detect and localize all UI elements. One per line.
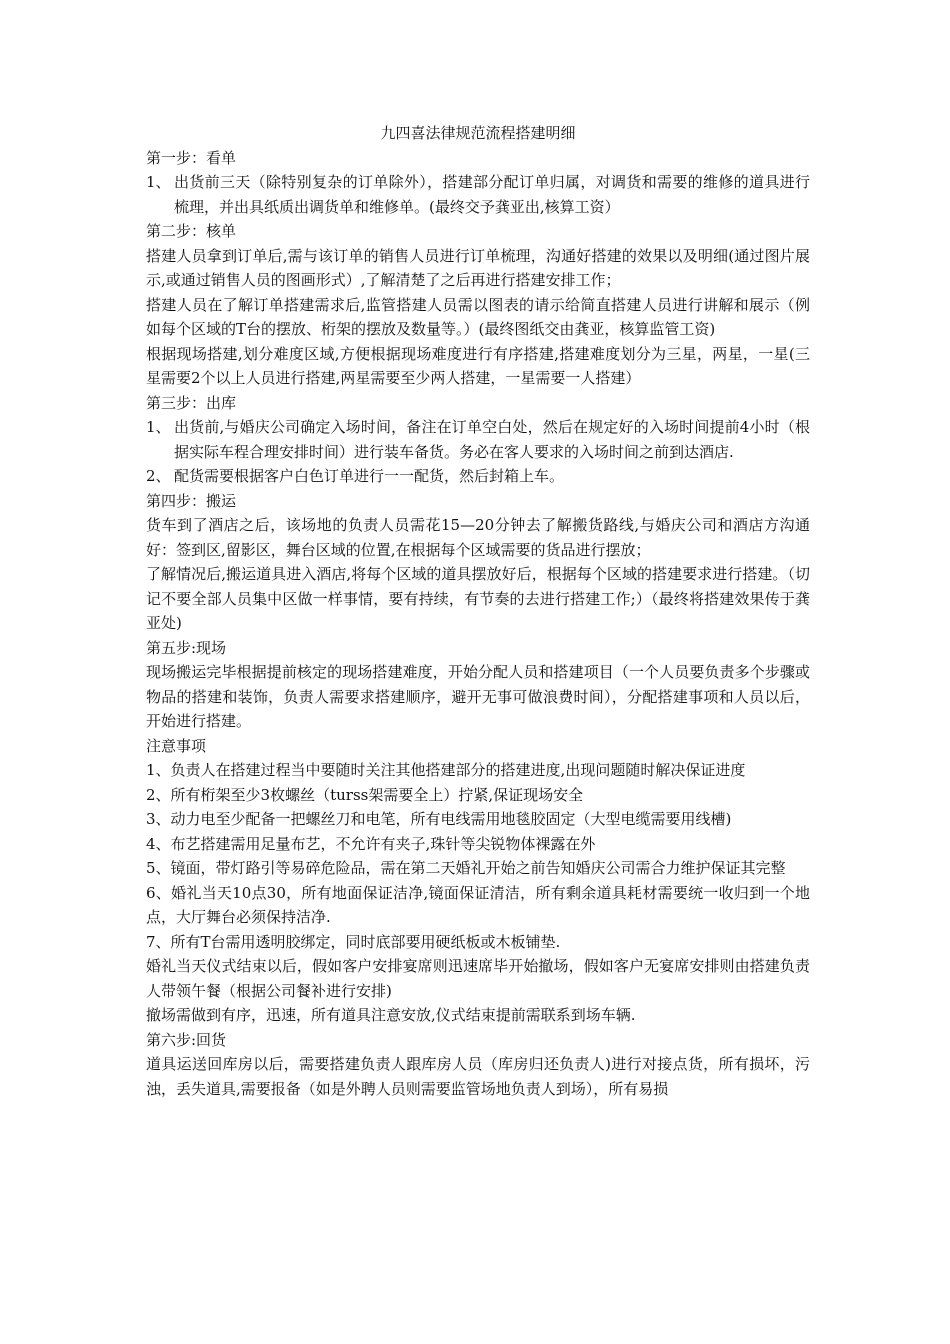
paragraph: 搭建人员拿到订单后,需与该订单的销售人员进行订单梳理，沟通好搭建的效果以及明细(通过图片展示,或通过销售人员的图画形式）,了解清楚了之后再进行搭建安排工作； (146, 246, 810, 289)
paragraph: 第二步：核单 (146, 222, 237, 240)
list-item-text: 出货前,与婚庆公司确定入场时间，备注在订单空白处，然后在规定好的入场时间提前4小时（根据实际车程合理安排时间）进行装车备货。务必在客人要求的入场时间之前到达酒店. (174, 418, 810, 461)
document-body (146, 121, 810, 1101)
paragraph: 2、所有桁架至少3枚螺丝（turss架需要全上）拧紧,保证现场安全 (146, 785, 584, 804)
list-item (146, 170, 810, 219)
document-blocks (146, 146, 810, 1102)
paragraph: 第四步：搬运 (146, 491, 237, 510)
list-item-number: 1、 (146, 173, 171, 191)
paragraph: 7、所有T台需用透明胶绑定，同时底部要用硬纸板或木板铺垫. (146, 932, 561, 951)
paragraph: 婚礼当天仪式结束以后，假如客户安排宴席则迅速席毕开始撤场，假如客户无宴席安排则由搭建负责人带领午餐（根据公司餐补进行安排) (146, 957, 810, 1000)
paragraph: 第三步：出库 (146, 393, 237, 412)
paragraph: 第六步:回货 (146, 1030, 227, 1049)
paragraph: 货车到了酒店之后，该场地的负责人员需花15—20分钟去了解搬货路线,与婚庆公司和酒店方沟通好：签到区,留影区，舞台区域的位置,在根据每个区域需要的货品进行摆放； (146, 516, 810, 559)
list-item-text: 出货前三天（除特别复杂的订单除外），搭建部分配订单归属，对调货和需要的维修的道具进行梳理，并出具纸质出调货单和维修单。(最终交予龚亚出,核算工资） (174, 173, 810, 216)
paragraph: 撤场需做到有序，迅速，所有道具注意安放,仪式结束提前需联系到场车辆. (146, 1006, 636, 1024)
paragraph: 了解情况后,搬运道具进入酒店,将每个区域的道具摆放好后，根据每个区域的搭建要求进行搭建。（切记不要全部人员集中区做一样事情，要有持续，有节奏的去进行搭建工作;）（最终将搭建效果传于龚亚处) (146, 565, 810, 632)
paragraph: 根据现场搭建,划分难度区域,方便根据现场难度进行有序搭建,搭建难度划分为三星，两星，一星(三星需要2个以上人员进行搭建,两星需要至少两人搭建，一星需要一人搭建） (146, 344, 810, 387)
paragraph: 注意事项 (146, 736, 207, 755)
paragraph: 现场搬运完毕根据提前核定的现场搭建难度，开始分配人员和搭建项目（一个人员要负责多个步骤或物品的搭建和装饰，负责人需要求搭建顺序，避开无事可做浪费时间），分配搭建事项和人员以后，开始进行搭建。 (146, 663, 810, 730)
paragraph: 第五步:现场 (146, 638, 227, 657)
paragraph: 3、动力电至少配备一把螺丝刀和电笔，所有电线需用地毯胶固定（大型电缆需要用线槽) (146, 810, 732, 828)
paragraph: 搭建人员在了解订单搭建需求后,监管搭建人员需以图表的请示给简直搭建人员进行讲解和展示（例如每个区域的T台的摆放、桁架的摆放及数量等。）(最终图纸交由龚亚，核算监管工资) (146, 295, 810, 338)
list-item-text: 配货需要根据客户白色订单进行一一配货，然后封箱上车。 (174, 467, 565, 485)
paragraph: 5、镜面，带灯路引等易碎危险品，需在第二天婚礼开始之前告知婚庆公司需合力维护保证其完整 (146, 859, 786, 877)
paragraph: 1、负责人在搭建过程当中要随时关注其他搭建部分的搭建进度,出现问题随时解决保证进度 (146, 761, 746, 779)
document-title: 九四喜法律规范流程搭建明细 (380, 124, 576, 142)
paragraph: 6、婚礼当天10点30，所有地面保证洁净,镜面保证清洁，所有剩余道具耗材需要统一收归到一个地点，大厅舞台必须保持洁净. (146, 883, 810, 926)
paragraph: 第一步：看单 (146, 148, 237, 167)
paragraph: 4、布艺搭建需用足量布艺，不允许有夹子,珠针等尖锐物体裸露在外 (146, 834, 596, 853)
list-item-number: 2、 (146, 467, 171, 485)
paragraph: 道具运送回库房以后，需要搭建负责人跟库房人员（库房归还负责人)进行对接点货，所有损坏，污浊，丢失道具,需要报备（如是外聘人员则需要监管场地负责人到场），所有易损 (146, 1055, 810, 1098)
list-item (146, 415, 810, 464)
list-item-number: 1、 (146, 418, 171, 436)
list-item (146, 464, 810, 489)
